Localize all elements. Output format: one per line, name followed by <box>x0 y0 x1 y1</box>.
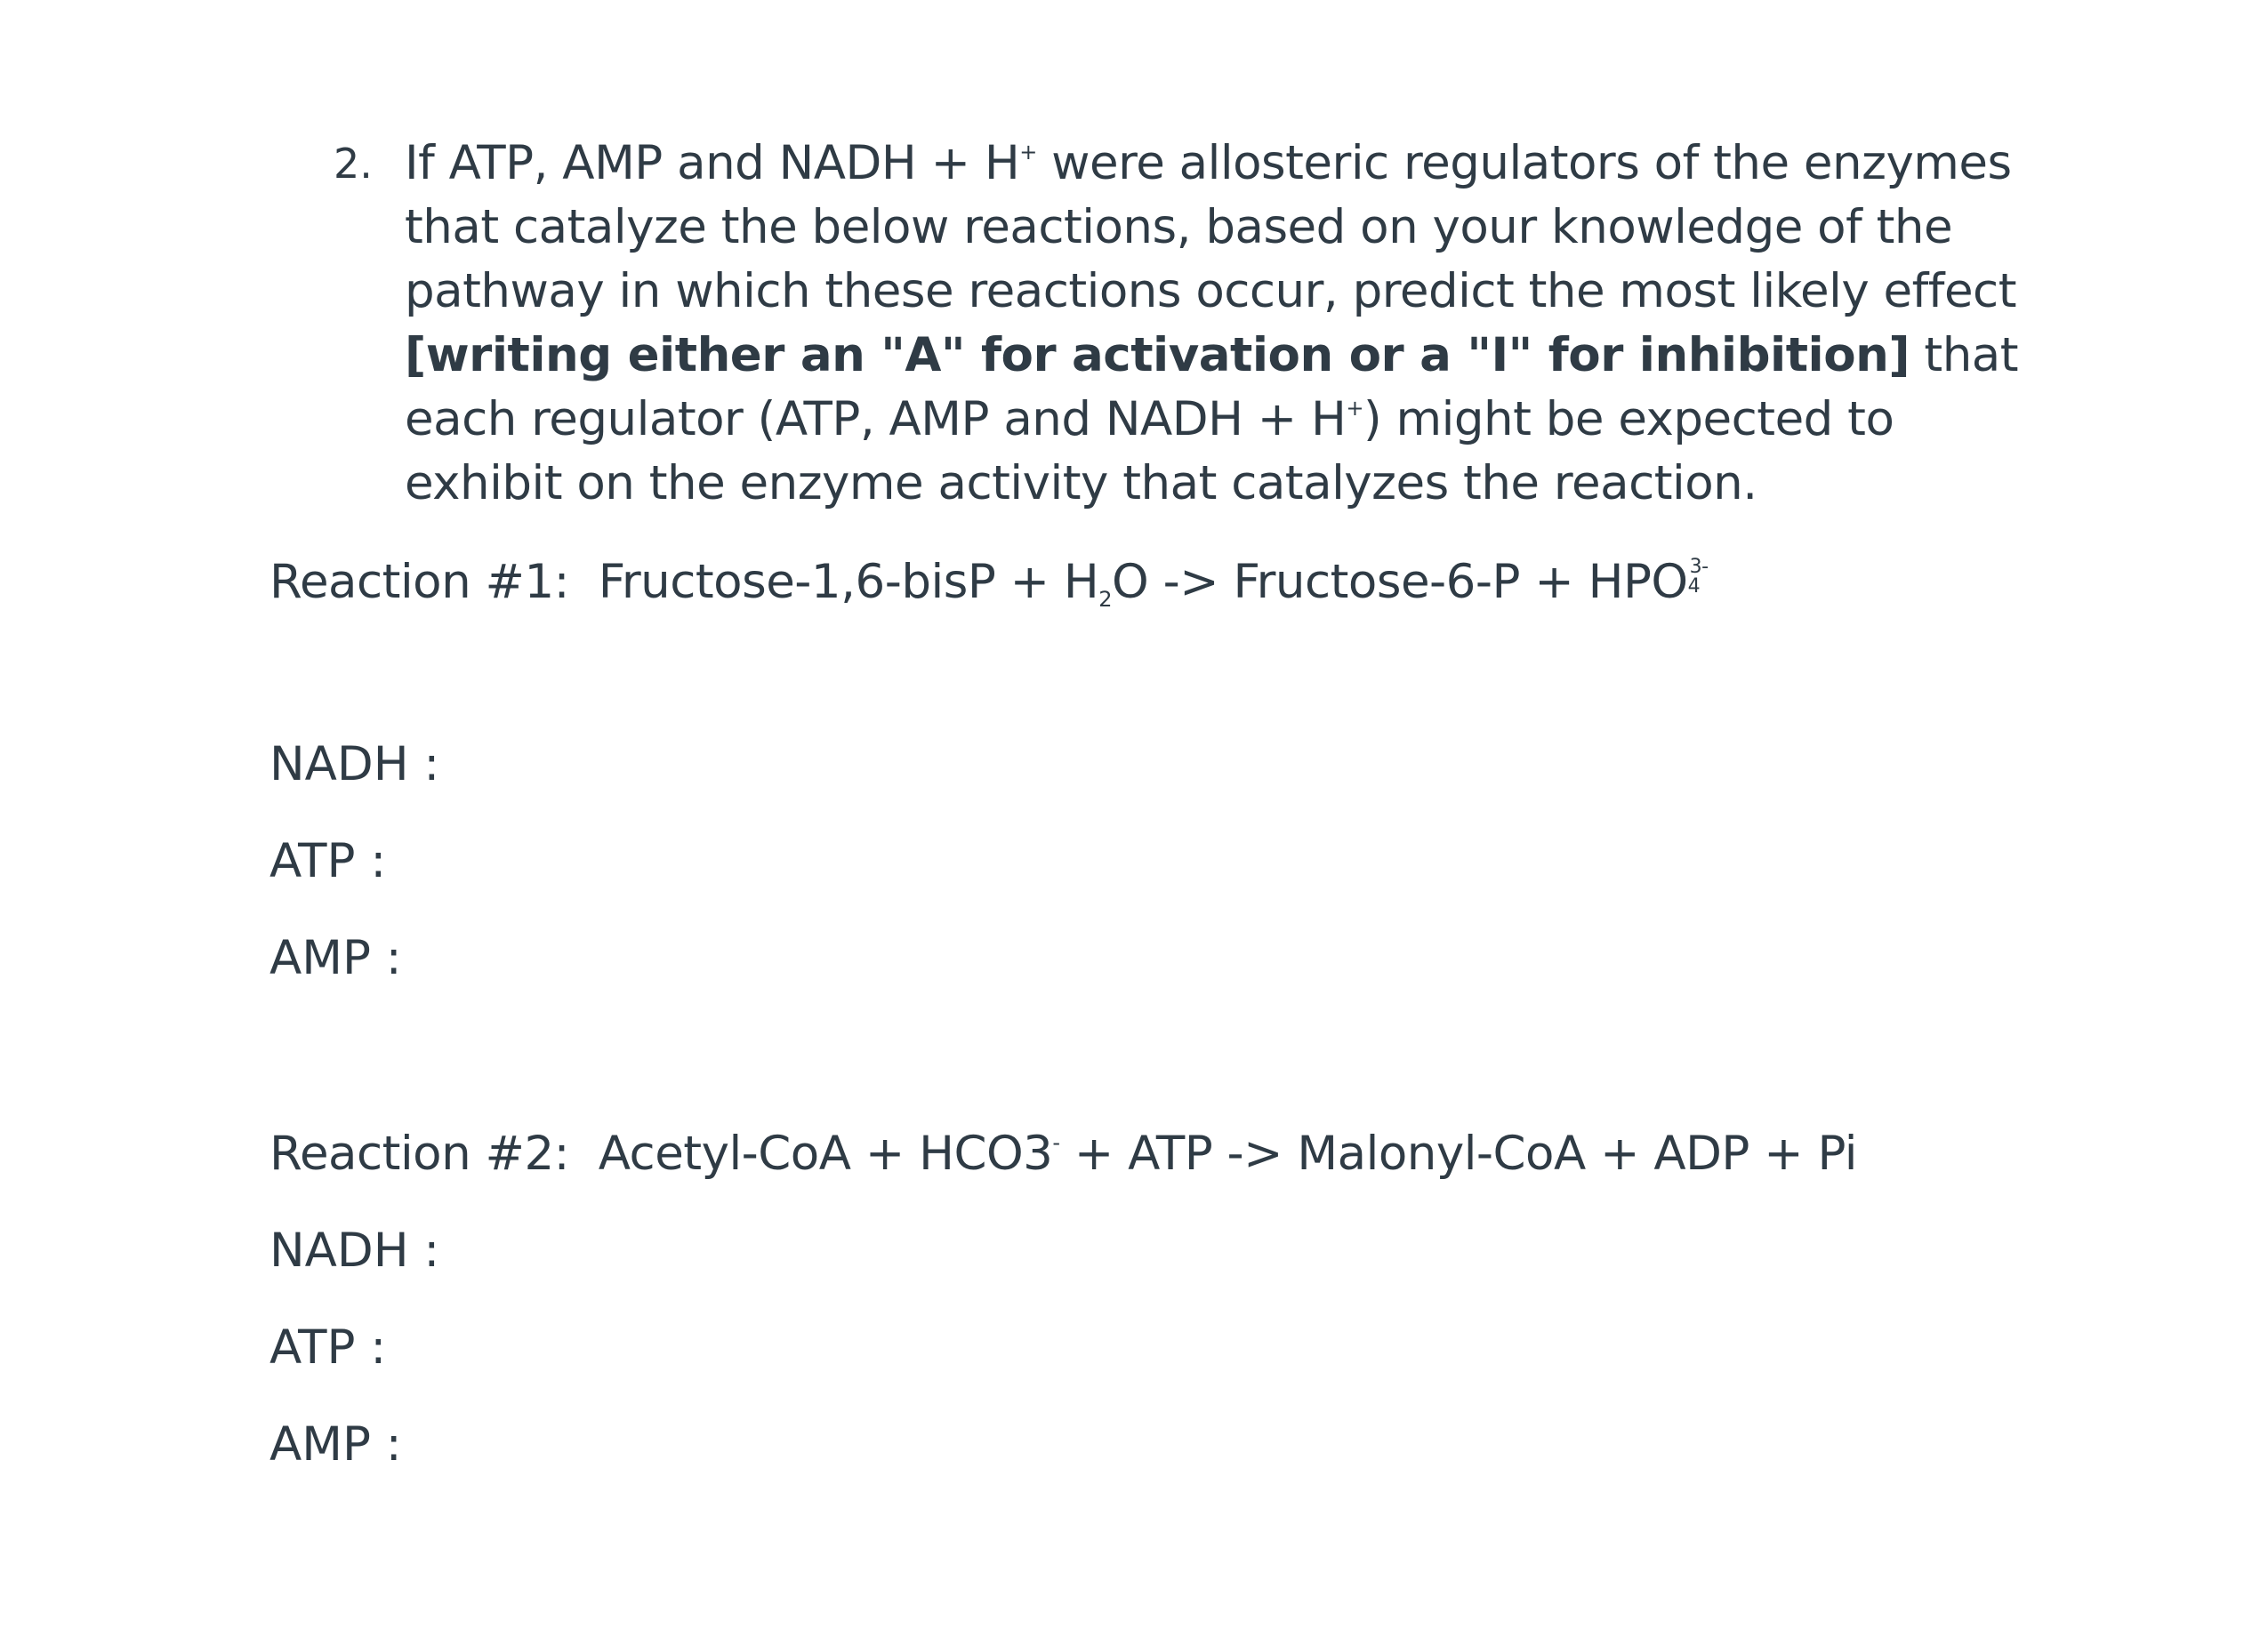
hpo4-subscript: 4 <box>1687 575 1701 598</box>
question-text-part2: were allosteric regulators of the enzymes that catalyze the below reactions, based on your knowledge of the pathway in which these reactions occur, predict the most likely effect <box>405 136 2016 318</box>
reaction-2-eq-part1: Acetyl-CoA + HCO3 <box>598 1127 1053 1181</box>
reaction-2-eq-part2: + ATP -> Malonyl-CoA + ADP + Pi <box>1059 1127 1857 1181</box>
reaction-1-nadh-line: NADH : <box>269 737 440 791</box>
reaction-2-atp-line: ATP : <box>269 1320 387 1375</box>
reaction-2-label: Reaction #2: <box>269 1127 570 1181</box>
question-number: 2. <box>334 140 373 188</box>
reaction-1-label: Reaction #1: <box>269 555 570 609</box>
reaction-1-amp-line: AMP : <box>269 931 402 985</box>
reaction-1-equation <box>269 551 1708 614</box>
question-instruction-bold: [writing either an "A" for activation or a "I" for inhibition] <box>405 328 1910 382</box>
reaction-2-nadh-line: NADH : <box>269 1224 440 1278</box>
reaction-2-equation <box>269 1123 1857 1185</box>
hpo4-superscript: 3- <box>1689 556 1709 579</box>
question-item <box>334 132 2023 516</box>
question-text-part3: that each regulator (ATP, AMP and NADH + H <box>405 328 2019 446</box>
hpo4-sub-sup <box>1687 556 1709 602</box>
question-text <box>405 132 2023 516</box>
hplus-superscript-2: + <box>1346 396 1364 421</box>
hplus-superscript: + <box>1019 140 1037 165</box>
question-text-part4: ) might be expected to exhibit on the enzyme activity that catalyzes the reaction. <box>405 392 1894 510</box>
reaction-1-eq-part2: O -> Fructose-6-P + HPO <box>1112 555 1688 609</box>
hco3-superscript: - <box>1052 1130 1060 1155</box>
h2o-subscript: 2 <box>1098 587 1113 612</box>
reaction-2-amp-line: AMP : <box>269 1417 402 1472</box>
question-text-part1: If ATP, AMP and NADH + H <box>405 136 1020 190</box>
reaction-1-atp-line: ATP : <box>269 834 387 888</box>
reaction-1-eq-part1: Fructose-1,6-bisP + H <box>598 555 1099 609</box>
